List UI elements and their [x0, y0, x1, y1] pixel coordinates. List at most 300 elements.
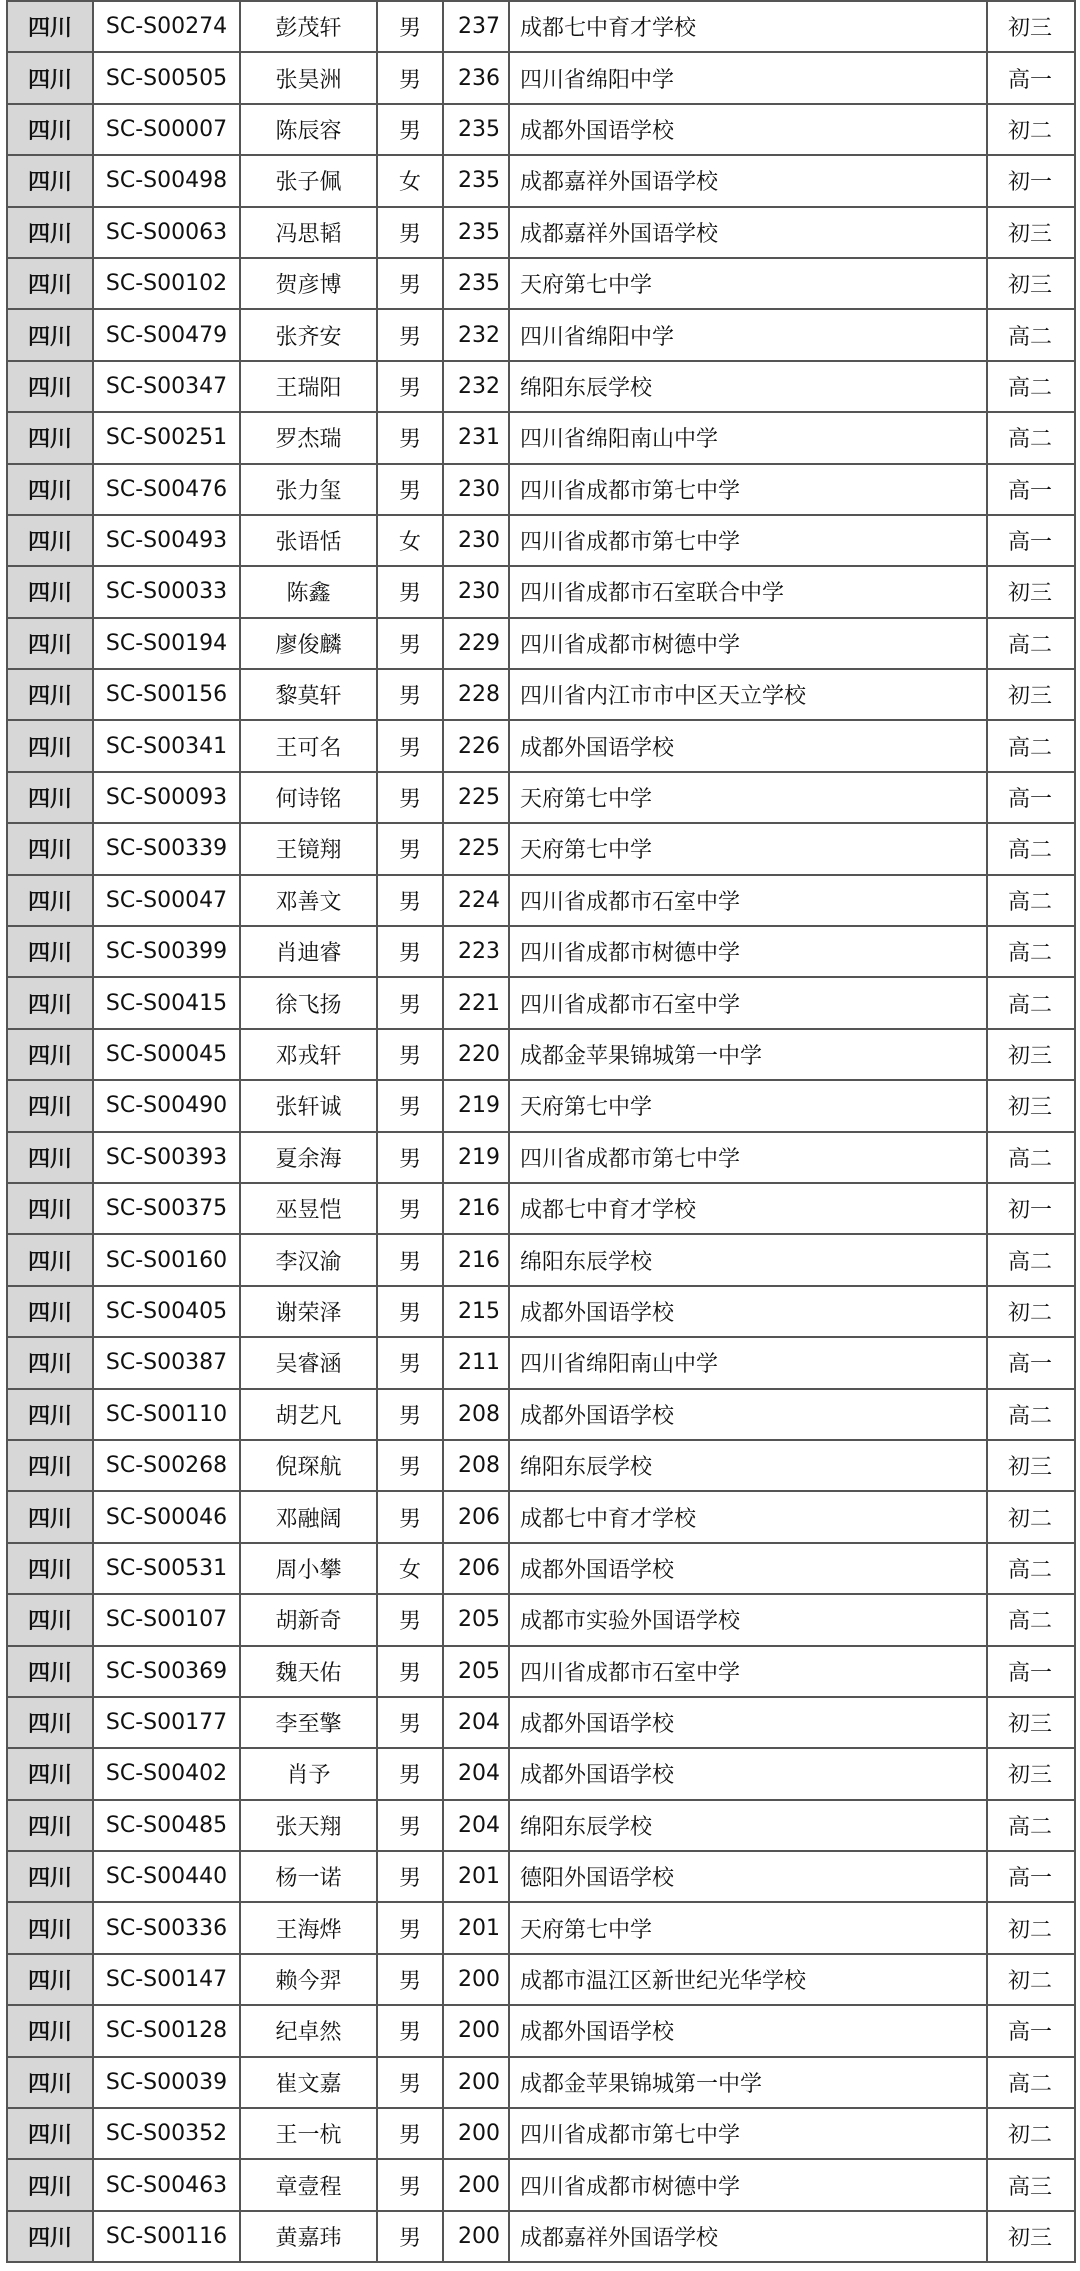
school-cell: 成都七中育才学校: [509, 1, 987, 52]
student-id-cell: SC-S00479: [93, 309, 240, 360]
school-cell: 四川省成都市第七中学: [509, 464, 987, 515]
grade-cell: 高二: [987, 1594, 1075, 1645]
score-cell: 235: [443, 155, 509, 206]
student-id-cell: SC-S00463: [93, 2159, 240, 2210]
school-cell: 成都金苹果锦城第一中学: [509, 1029, 987, 1080]
province-cell: 四川: [7, 977, 93, 1028]
province-cell: 四川: [7, 361, 93, 412]
table-row: [7, 823, 1075, 874]
score-cell: 200: [443, 2108, 509, 2159]
school-cell: 成都市温江区新世纪光华学校: [509, 1954, 987, 2005]
score-cell: 201: [443, 1902, 509, 1953]
gender-cell: 男: [377, 1954, 443, 2005]
gender-cell: 男: [377, 1646, 443, 1697]
table-row: [7, 720, 1075, 771]
student-id-cell: SC-S00440: [93, 1851, 240, 1902]
school-cell: 天府第七中学: [509, 258, 987, 309]
student-name-cell: 张齐安: [240, 309, 377, 360]
table-row: [7, 772, 1075, 823]
table-row: [7, 207, 1075, 258]
score-cell: 232: [443, 361, 509, 412]
student-id-cell: SC-S00387: [93, 1337, 240, 1388]
student-id-cell: SC-S00352: [93, 2108, 240, 2159]
student-id-cell: SC-S00039: [93, 2057, 240, 2108]
student-name-cell: 冯思韬: [240, 207, 377, 258]
province-cell: 四川: [7, 926, 93, 977]
student-id-cell: SC-S00102: [93, 258, 240, 309]
grade-cell: 高二: [987, 1132, 1075, 1183]
grade-cell: 高二: [987, 2057, 1075, 2108]
province-cell: 四川: [7, 2005, 93, 2056]
score-cell: 216: [443, 1234, 509, 1285]
province-cell: 四川: [7, 2159, 93, 2210]
student-id-cell: SC-S00093: [93, 772, 240, 823]
gender-cell: 男: [377, 1183, 443, 1234]
table-row: [7, 1337, 1075, 1388]
gender-cell: 男: [377, 412, 443, 463]
student-id-cell: SC-S00369: [93, 1646, 240, 1697]
school-cell: 绵阳东辰学校: [509, 361, 987, 412]
gender-cell: 男: [377, 2159, 443, 2210]
student-id-cell: SC-S00156: [93, 669, 240, 720]
gender-cell: 男: [377, 1080, 443, 1131]
province-cell: 四川: [7, 772, 93, 823]
student-id-cell: SC-S00147: [93, 1954, 240, 2005]
grade-cell: 高一: [987, 772, 1075, 823]
student-name-cell: 彭茂轩: [240, 1, 377, 52]
student-name-cell: 黎莫轩: [240, 669, 377, 720]
student-id-cell: SC-S00045: [93, 1029, 240, 1080]
school-cell: 绵阳东辰学校: [509, 1234, 987, 1285]
grade-cell: 高一: [987, 464, 1075, 515]
score-cell: 200: [443, 2057, 509, 2108]
grade-cell: 高三: [987, 2159, 1075, 2210]
score-cell: 235: [443, 258, 509, 309]
student-id-cell: SC-S00336: [93, 1902, 240, 1953]
grade-cell: 初二: [987, 1286, 1075, 1337]
student-name-cell: 邓善文: [240, 875, 377, 926]
grade-cell: 高一: [987, 2005, 1075, 2056]
grade-cell: 初三: [987, 258, 1075, 309]
school-cell: 成都嘉祥外国语学校: [509, 2211, 987, 2262]
school-cell: 四川省绵阳中学: [509, 309, 987, 360]
table-row: [7, 1543, 1075, 1594]
score-cell: 204: [443, 1748, 509, 1799]
school-cell: 绵阳东辰学校: [509, 1800, 987, 1851]
school-cell: 绵阳东辰学校: [509, 1440, 987, 1491]
grade-cell: 初二: [987, 1902, 1075, 1953]
student-name-cell: 李汉渝: [240, 1234, 377, 1285]
gender-cell: 男: [377, 1491, 443, 1542]
province-cell: 四川: [7, 52, 93, 103]
table-row: [7, 2057, 1075, 2108]
student-name-cell: 罗杰瑞: [240, 412, 377, 463]
student-name-cell: 黄嘉玮: [240, 2211, 377, 2262]
student-id-cell: SC-S00046: [93, 1491, 240, 1542]
score-cell: 220: [443, 1029, 509, 1080]
province-cell: 四川: [7, 1234, 93, 1285]
gender-cell: 男: [377, 2108, 443, 2159]
grade-cell: 初三: [987, 1080, 1075, 1131]
province-cell: 四川: [7, 258, 93, 309]
student-id-cell: SC-S00402: [93, 1748, 240, 1799]
student-name-cell: 张天翔: [240, 1800, 377, 1851]
gender-cell: 男: [377, 2211, 443, 2262]
table-row: [7, 464, 1075, 515]
province-cell: 四川: [7, 1902, 93, 1953]
grade-cell: 初二: [987, 2108, 1075, 2159]
grade-cell: 初三: [987, 1029, 1075, 1080]
student-name-cell: 胡新奇: [240, 1594, 377, 1645]
grade-cell: 初二: [987, 1954, 1075, 2005]
score-cell: 208: [443, 1440, 509, 1491]
school-cell: 四川省内江市市中区天立学校: [509, 669, 987, 720]
province-cell: 四川: [7, 1440, 93, 1491]
table-row: [7, 1491, 1075, 1542]
gender-cell: 男: [377, 464, 443, 515]
grade-cell: 高一: [987, 1646, 1075, 1697]
gender-cell: 男: [377, 977, 443, 1028]
student-name-cell: 胡艺凡: [240, 1389, 377, 1440]
score-cell: 223: [443, 926, 509, 977]
school-cell: 成都金苹果锦城第一中学: [509, 2057, 987, 2108]
grade-cell: 高二: [987, 1543, 1075, 1594]
table-row: [7, 1234, 1075, 1285]
student-name-cell: 杨一诺: [240, 1851, 377, 1902]
student-name-cell: 谢荣泽: [240, 1286, 377, 1337]
score-cell: 225: [443, 823, 509, 874]
student-name-cell: 张昊洲: [240, 52, 377, 103]
student-name-cell: 张语恬: [240, 515, 377, 566]
school-cell: 四川省成都市石室中学: [509, 977, 987, 1028]
table-row: [7, 52, 1075, 103]
table-row: [7, 1132, 1075, 1183]
student-name-cell: 纪卓然: [240, 2005, 377, 2056]
student-name-cell: 张力玺: [240, 464, 377, 515]
province-cell: 四川: [7, 412, 93, 463]
table-row: [7, 566, 1075, 617]
table-row: [7, 875, 1075, 926]
school-cell: 成都外国语学校: [509, 104, 987, 155]
grade-cell: 高二: [987, 361, 1075, 412]
score-cell: 219: [443, 1132, 509, 1183]
student-name-cell: 肖迪睿: [240, 926, 377, 977]
table-row: [7, 1440, 1075, 1491]
province-cell: 四川: [7, 1851, 93, 1902]
score-cell: 228: [443, 669, 509, 720]
student-id-cell: SC-S00505: [93, 52, 240, 103]
score-cell: 200: [443, 2005, 509, 2056]
province-cell: 四川: [7, 1594, 93, 1645]
student-name-cell: 巫昱恺: [240, 1183, 377, 1234]
school-cell: 成都七中育才学校: [509, 1491, 987, 1542]
student-name-cell: 徐飞扬: [240, 977, 377, 1028]
student-id-cell: SC-S00033: [93, 566, 240, 617]
student-name-cell: 邓融阔: [240, 1491, 377, 1542]
table-row: [7, 977, 1075, 1028]
table-row: [7, 155, 1075, 206]
student-name-cell: 邓戎轩: [240, 1029, 377, 1080]
score-cell: 201: [443, 1851, 509, 1902]
gender-cell: 男: [377, 926, 443, 977]
grade-cell: 初三: [987, 1697, 1075, 1748]
province-cell: 四川: [7, 2057, 93, 2108]
table-row: [7, 1851, 1075, 1902]
province-cell: 四川: [7, 464, 93, 515]
province-cell: 四川: [7, 1389, 93, 1440]
student-id-cell: SC-S00339: [93, 823, 240, 874]
table-row: [7, 618, 1075, 669]
student-id-cell: SC-S00531: [93, 1543, 240, 1594]
province-cell: 四川: [7, 2211, 93, 2262]
gender-cell: 男: [377, 309, 443, 360]
student-id-cell: SC-S00274: [93, 1, 240, 52]
province-cell: 四川: [7, 515, 93, 566]
gender-cell: 男: [377, 1902, 443, 1953]
province-cell: 四川: [7, 1029, 93, 1080]
student-id-cell: SC-S00485: [93, 1800, 240, 1851]
student-id-cell: SC-S00251: [93, 412, 240, 463]
grade-cell: 初二: [987, 104, 1075, 155]
student-name-cell: 陈辰容: [240, 104, 377, 155]
student-id-cell: SC-S00375: [93, 1183, 240, 1234]
score-cell: 224: [443, 875, 509, 926]
school-cell: 成都七中育才学校: [509, 1183, 987, 1234]
gender-cell: 男: [377, 361, 443, 412]
province-cell: 四川: [7, 1183, 93, 1234]
province-cell: 四川: [7, 309, 93, 360]
student-id-cell: SC-S00415: [93, 977, 240, 1028]
gender-cell: 男: [377, 1748, 443, 1799]
student-id-cell: SC-S00476: [93, 464, 240, 515]
student-name-cell: 赖今羿: [240, 1954, 377, 2005]
score-cell: 206: [443, 1491, 509, 1542]
school-cell: 天府第七中学: [509, 1080, 987, 1131]
table-row: [7, 1286, 1075, 1337]
student-name-cell: 廖俊麟: [240, 618, 377, 669]
student-name-cell: 王瑞阳: [240, 361, 377, 412]
score-cell: 205: [443, 1594, 509, 1645]
school-cell: 四川省成都市第七中学: [509, 515, 987, 566]
grade-cell: 初二: [987, 1491, 1075, 1542]
score-cell: 226: [443, 720, 509, 771]
grade-cell: 高二: [987, 720, 1075, 771]
grade-cell: 初一: [987, 155, 1075, 206]
student-name-cell: 崔文嘉: [240, 2057, 377, 2108]
school-cell: 成都外国语学校: [509, 1748, 987, 1799]
province-cell: 四川: [7, 1646, 93, 1697]
score-cell: 232: [443, 309, 509, 360]
school-cell: 四川省绵阳南山中学: [509, 1337, 987, 1388]
table-row: [7, 2159, 1075, 2210]
school-cell: 四川省成都市石室中学: [509, 1646, 987, 1697]
gender-cell: 男: [377, 823, 443, 874]
student-id-cell: SC-S00160: [93, 1234, 240, 1285]
student-id-cell: SC-S00493: [93, 515, 240, 566]
school-cell: 成都市实验外国语学校: [509, 1594, 987, 1645]
grade-cell: 初三: [987, 1, 1075, 52]
score-cell: 215: [443, 1286, 509, 1337]
results-table-body: [7, 1, 1075, 2262]
gender-cell: 男: [377, 258, 443, 309]
province-cell: 四川: [7, 875, 93, 926]
score-cell: 205: [443, 1646, 509, 1697]
gender-cell: 男: [377, 52, 443, 103]
grade-cell: 高二: [987, 618, 1075, 669]
grade-cell: 高二: [987, 1389, 1075, 1440]
province-cell: 四川: [7, 566, 93, 617]
table-row: [7, 361, 1075, 412]
score-cell: 221: [443, 977, 509, 1028]
school-cell: 成都外国语学校: [509, 2005, 987, 2056]
province-cell: 四川: [7, 618, 93, 669]
province-cell: 四川: [7, 669, 93, 720]
student-name-cell: 王镜翔: [240, 823, 377, 874]
table-row: [7, 2005, 1075, 2056]
student-name-cell: 倪琛航: [240, 1440, 377, 1491]
province-cell: 四川: [7, 1286, 93, 1337]
school-cell: 四川省成都市第七中学: [509, 2108, 987, 2159]
student-id-cell: SC-S00393: [93, 1132, 240, 1183]
gender-cell: 男: [377, 1132, 443, 1183]
student-id-cell: SC-S00107: [93, 1594, 240, 1645]
school-cell: 四川省成都市树德中学: [509, 2159, 987, 2210]
province-cell: 四川: [7, 1, 93, 52]
score-cell: 236: [443, 52, 509, 103]
student-id-cell: SC-S00405: [93, 1286, 240, 1337]
province-cell: 四川: [7, 1748, 93, 1799]
table-row: [7, 1, 1075, 52]
province-cell: 四川: [7, 1080, 93, 1131]
school-cell: 成都外国语学校: [509, 1697, 987, 1748]
table-row: [7, 2211, 1075, 2262]
table-row: [7, 669, 1075, 720]
table-row: [7, 1080, 1075, 1131]
province-cell: 四川: [7, 1697, 93, 1748]
score-cell: 225: [443, 772, 509, 823]
grade-cell: 高二: [987, 977, 1075, 1028]
table-row: [7, 1748, 1075, 1799]
school-cell: 四川省成都市石室联合中学: [509, 566, 987, 617]
grade-cell: 初三: [987, 1748, 1075, 1799]
gender-cell: 男: [377, 1029, 443, 1080]
school-cell: 成都嘉祥外国语学校: [509, 155, 987, 206]
student-name-cell: 周小攀: [240, 1543, 377, 1594]
student-name-cell: 陈鑫: [240, 566, 377, 617]
results-table: [6, 0, 1076, 2263]
province-cell: 四川: [7, 207, 93, 258]
province-cell: 四川: [7, 2108, 93, 2159]
student-name-cell: 吴睿涵: [240, 1337, 377, 1388]
student-id-cell: SC-S00194: [93, 618, 240, 669]
province-cell: 四川: [7, 1491, 93, 1542]
gender-cell: 男: [377, 1697, 443, 1748]
score-cell: 235: [443, 207, 509, 258]
student-id-cell: SC-S00128: [93, 2005, 240, 2056]
score-cell: 219: [443, 1080, 509, 1131]
gender-cell: 男: [377, 772, 443, 823]
score-cell: 231: [443, 412, 509, 463]
score-cell: 208: [443, 1389, 509, 1440]
student-name-cell: 章壹程: [240, 2159, 377, 2210]
province-cell: 四川: [7, 155, 93, 206]
grade-cell: 高二: [987, 926, 1075, 977]
gender-cell: 男: [377, 2005, 443, 2056]
student-id-cell: SC-S00063: [93, 207, 240, 258]
gender-cell: 男: [377, 1800, 443, 1851]
score-cell: 216: [443, 1183, 509, 1234]
student-name-cell: 贺彦博: [240, 258, 377, 309]
grade-cell: 高一: [987, 1337, 1075, 1388]
school-cell: 四川省成都市树德中学: [509, 618, 987, 669]
school-cell: 四川省绵阳中学: [509, 52, 987, 103]
student-id-cell: SC-S00341: [93, 720, 240, 771]
school-cell: 成都外国语学校: [509, 1389, 987, 1440]
school-cell: 天府第七中学: [509, 823, 987, 874]
province-cell: 四川: [7, 104, 93, 155]
grade-cell: 初一: [987, 1183, 1075, 1234]
student-name-cell: 夏余海: [240, 1132, 377, 1183]
gender-cell: 男: [377, 669, 443, 720]
student-name-cell: 王可名: [240, 720, 377, 771]
student-id-cell: SC-S00498: [93, 155, 240, 206]
table-row: [7, 1800, 1075, 1851]
score-cell: 230: [443, 464, 509, 515]
table-row: [7, 1902, 1075, 1953]
table-row: [7, 104, 1075, 155]
gender-cell: 男: [377, 566, 443, 617]
table-row: [7, 1389, 1075, 1440]
province-cell: 四川: [7, 1543, 93, 1594]
gender-cell: 男: [377, 1851, 443, 1902]
student-id-cell: SC-S00177: [93, 1697, 240, 1748]
student-id-cell: SC-S00110: [93, 1389, 240, 1440]
province-cell: 四川: [7, 1132, 93, 1183]
province-cell: 四川: [7, 1954, 93, 2005]
student-name-cell: 魏天佑: [240, 1646, 377, 1697]
gender-cell: 男: [377, 1286, 443, 1337]
student-name-cell: 张轩诚: [240, 1080, 377, 1131]
province-cell: 四川: [7, 1800, 93, 1851]
score-cell: 200: [443, 2159, 509, 2210]
table-row: [7, 926, 1075, 977]
gender-cell: 男: [377, 1440, 443, 1491]
school-cell: 成都嘉祥外国语学校: [509, 207, 987, 258]
score-cell: 230: [443, 515, 509, 566]
province-cell: 四川: [7, 720, 93, 771]
grade-cell: 高二: [987, 875, 1075, 926]
grade-cell: 初三: [987, 1440, 1075, 1491]
score-cell: 235: [443, 104, 509, 155]
student-id-cell: SC-S00399: [93, 926, 240, 977]
student-id-cell: SC-S00490: [93, 1080, 240, 1131]
grade-cell: 初三: [987, 207, 1075, 258]
student-id-cell: SC-S00268: [93, 1440, 240, 1491]
grade-cell: 初三: [987, 669, 1075, 720]
grade-cell: 高二: [987, 823, 1075, 874]
gender-cell: 男: [377, 875, 443, 926]
grade-cell: 高一: [987, 52, 1075, 103]
table-row: [7, 515, 1075, 566]
grade-cell: 高二: [987, 1234, 1075, 1285]
score-cell: 204: [443, 1697, 509, 1748]
gender-cell: 男: [377, 720, 443, 771]
table-row: [7, 1594, 1075, 1645]
grade-cell: 高一: [987, 515, 1075, 566]
grade-cell: 高二: [987, 309, 1075, 360]
score-cell: 230: [443, 566, 509, 617]
student-name-cell: 李至擎: [240, 1697, 377, 1748]
